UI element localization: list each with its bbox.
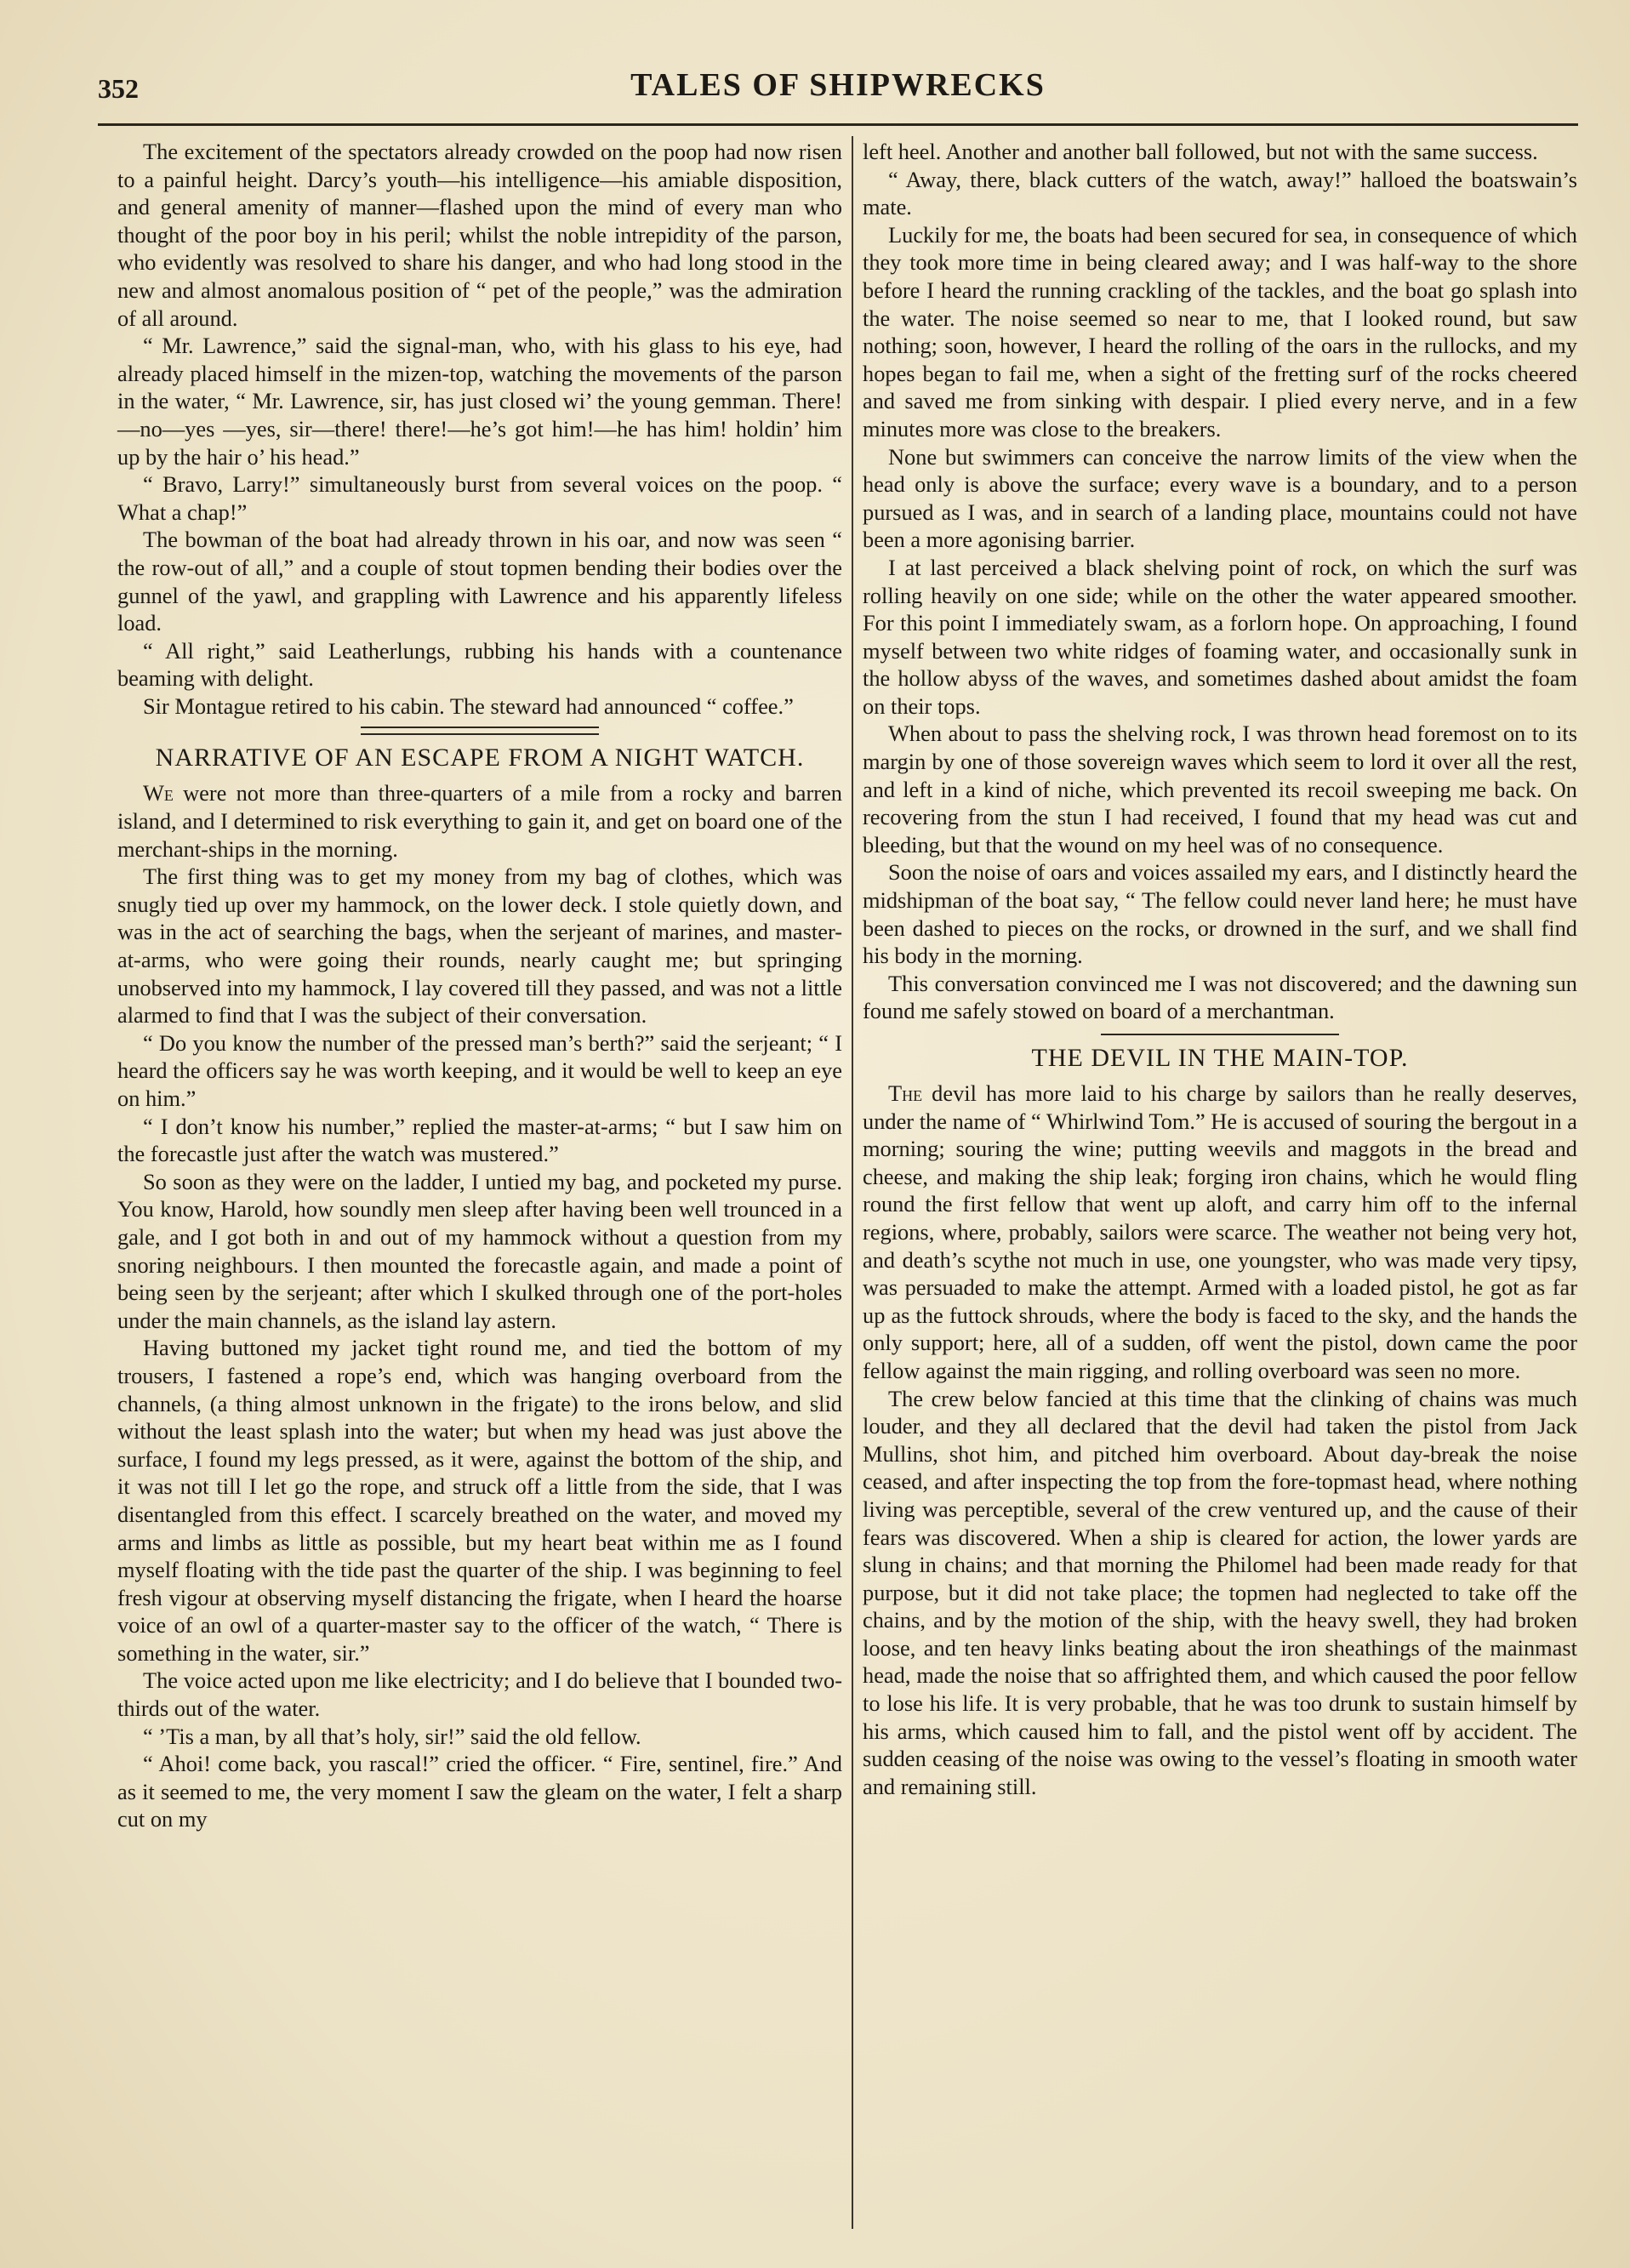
paragraph: None but swimmers can conceive the narrow limits of the view when the head only is above the surface; every wave is a boundary, and to a person pursued as I was, and in search of a landing place, mountains could not have been a more agonising barrier. xyxy=(863,443,1577,553)
paragraph: So soon as they were on the ladder, I untied my bag, and pocketed my purse. You know, Harold, how soundly men sleep after having been well trounced in a gale, and I got both in and out of my hammock without a question from my snoring neighbours. I then mounted the forecastle again, and made a point of being seen by the serjeant; after which I skulked through one of the port-holes under the main channels, as the island lay astern. xyxy=(117,1168,842,1333)
paragraph: “ Ahoi! come back, you rascal!” cried the officer. “ Fire, sentinel, fire.” And as it seemed to me, the very moment I saw the gleam on the water, I felt a sharp cut on my xyxy=(117,1751,842,1832)
paragraph: “ I don’t know his number,” replied the master-at-arms; “ but I saw him on the forecastle just after the watch was mustered.” xyxy=(117,1113,842,1167)
page-header xyxy=(98,66,1578,117)
section-rule xyxy=(361,727,599,735)
paragraph xyxy=(863,1080,1577,1385)
left-column xyxy=(117,138,842,1833)
paragraph: The crew below fancied at this time that the clinking of chains was much louder, and they all declared that the devil had taken the pistol from Jack Mullins, shot him, and pitched him overboard. About day-break the noise ceased, and after inspecting the top from the fore-topmast head, where nothing living was perceptible, several of the crew ventured up, and the cause of their fears was discovered. When a ship is cleared for action, the lower yards are slung in chains; and that morning the Philomel had been made ready for that purpose, but it did not take place; the topmen had neglected to take off the chains, and by the motion of the ship, with the heavy swell, they had broken loose, and ten heavy links beating about the iron sheathings of the mainmast head, made the noise that so affrighted them, and which caused the poor fellow to lose his life. It is very probable, that he was too drunk to sustain himself by his arms, which caused him to fall, and the pistol went off by accident. The sudden ceasing of the noise was owing to the vessel’s floating in smooth water and remaining still. xyxy=(863,1385,1577,1799)
paragraph: left heel. Another and another ball followed, but not with the same success. xyxy=(863,139,1538,164)
running-title: TALES OF SHIPWRECKS xyxy=(630,67,1046,103)
right-column xyxy=(863,138,1577,1800)
paragraph: Sir Montague retired to his cabin. The steward had announced “ coffee.” xyxy=(143,692,794,719)
section-heading: THE DEVIL IN THE MAIN-TOP. xyxy=(1031,1044,1409,1072)
paragraph-text: devil has more laid to his charge by sailors than he really deserves, under the name of “ Whirlwind Tom.” He is accused of souring the bergout in a morning; souring the wine; putting weevils and maggots in the bread and cheese, and making the ship leak; forging iron chains, which he would fling round the first fellow that went up aloft, and carry him off to the infernal regions, where, probably, sailors were scarce. The weather not being very hot, and death’s scythe not much in use, one youngster, who was made very tipsy, was persuaded to make the attempt. Armed with a loaded pistol, he got as far up as the futtock shrouds, where the body is faced to the sky, and the hands the only support; here, all of a sudden, off went the pistol, down came the poor fellow against the main rigging, and rolling overboard was seen no more. xyxy=(863,1080,1577,1383)
paragraph: “ Bravo, Larry!” simultaneously burst from several voices on the poop. “ What a chap!” xyxy=(117,471,842,525)
section-rule xyxy=(1101,1034,1339,1035)
paragraph: The excitement of the spectators already crowded on the poop had now risen to a painful height. Darcy’s youth—his intelligence—his amiable disposition, and general amenity of manner—flashed upon the mind of every man who thought of the poor boy in his peril; whilst the noble intrepidity of the parson, who evidently was resolved to share his danger, and who had long stood in the new and almost anomalous position of “ pet of the people,” was the admiration of all around. xyxy=(117,139,842,331)
paragraph: Soon the noise of oars and voices assailed my ears, and I distinctly heard the midshipman of the boat say, “ The fellow could never land here; he must have been dashed to pieces on the rocks, or drowned in the surf, and we shall find his body in the morning. xyxy=(863,859,1577,969)
paragraph: The first thing was to get my money from my bag of clothes, which was snugly tied up over my hammock, on the lower deck. I stole quietly down, and was in the act of searching the bags, when the serjeant of marines, and master-at-arms, who were going their rounds, nearly caught me; but springing unobserved into my hammock, I lay covered till they passed, and was not a little alarmed to find that I was the subject of their conversation. xyxy=(117,863,842,1029)
paragraph-text: were not more than three-quarters of a mile from a rocky and barren island, and I determined to risk everything to gain it, and get on board one of the merchant-ships in the morning. xyxy=(117,780,842,862)
paragraph: “ Mr. Lawrence,” said the signal-man, who, with his glass to his eye, had already placed himself in the mizen-top, watching the movements of the parson in the water, “ Mr. Lawrence, sir, has just closed wi’ the young gemman. There!—no—yes —yes, sir—there! there!—he’s got him!—he has him! holdin’ him up by the hair o’ his head.” xyxy=(117,333,842,470)
paragraph: I at last perceived a black shelving point of rock, on which the surf was rolling heavily on one side; while on the other the water appeared smoother. For this point I immediately swam, as a forlorn hope. On approaching, I found myself between two white ridges of foaming water, and occasionally sunk in the hollow abyss of the waves, and sometimes dashed about amidst the foam on their tops. xyxy=(863,554,1577,719)
paragraph: “ Do you know the number of the pressed man’s berth?” said the serjeant; “ I heard the officers say he was worth keeping, and it would be well to keep an eye on him.” xyxy=(117,1029,842,1111)
section-heading: NARRATIVE OF AN ESCAPE FROM A NIGHT WATCH. xyxy=(155,744,805,772)
first-word: We xyxy=(143,780,174,806)
header-rule xyxy=(98,123,1578,126)
paragraph: “ ’Tis a man, by all that’s holy, sir!” said the old fellow. xyxy=(143,1723,641,1749)
paragraph: “ All right,” said Leatherlungs, rubbing his hands with a countenance beaming with delight. xyxy=(117,637,842,692)
paragraph: The bowman of the boat had already thrown in his oar, and now was seen “ the row-out of all,” and a couple of stout topmen bending their bodies over the gunnel of the yawl, and grappling with Lawrence and his apparently lifeless load. xyxy=(117,527,842,636)
paragraph xyxy=(117,779,842,863)
paragraph: The voice acted upon me like electricity; and I do believe that I bounded two-thirds out of the water. xyxy=(117,1667,842,1722)
first-word: The xyxy=(888,1080,923,1106)
paragraph: When about to pass the shelving rock, I was thrown head foremost on to its margin by one of those sovereign waves which seem to lord it over all the rest, and left in a kind of niche, which prevented its recoil sweeping me back. On recovering from the stun I had received, I found that my head was cut and bleeding, but that the wound on my heel was of no consequence. xyxy=(863,721,1577,858)
paragraph: “ Away, there, black cutters of the watch, away!” halloed the boatswain’s mate. xyxy=(863,166,1577,220)
paragraph: This conversation convinced me I was not discovered; and the dawning sun found me safely stowed on board of a merchantman. xyxy=(863,970,1577,1024)
page-number: 352 xyxy=(98,73,139,104)
paragraph: Having buttoned my jacket tight round me, and tied the bottom of my trousers, I fastened a rope’s end, which was hanging overboard from the channels, (a thing almost unknown in the frigate) to the irons below, and slid without the least splash into the water; but when my head was just above the surface, I found my legs pressed, as it were, against the bottom of the ship, and it was not till I let go the rope, and struck off a little from the side, that I was disentangled from this effect. I scarcely breathed on the water, and moved my arms and limbs as little as possible, but my heart beat within me as I found myself floating with the tide past the quarter of the ship. I was beginning to feel fresh vigour at observing myself distancing the frigate, when I heard the hoarse voice of an owl of a quarter-master say to the officer of the watch, “ There is something in the water, sir.” xyxy=(117,1335,842,1666)
paragraph: Luckily for me, the boats had been secured for sea, in consequence of which they took more time in being cleared away; and I was half-way to the shore before I heard the running crackling of the tackles, and the boat go splash into the water. The noise seemed so near to me, that I looked round, but saw nothing; soon, however, I heard the rolling of the oars in the rullocks, and my hopes began to fail me, when a sight of the fretting surf of the rocks cheered and saved me from sinking with despair. I plied every nerve, and in a few minutes more was close to the breakers. xyxy=(863,221,1577,442)
column-divider xyxy=(852,136,853,2229)
